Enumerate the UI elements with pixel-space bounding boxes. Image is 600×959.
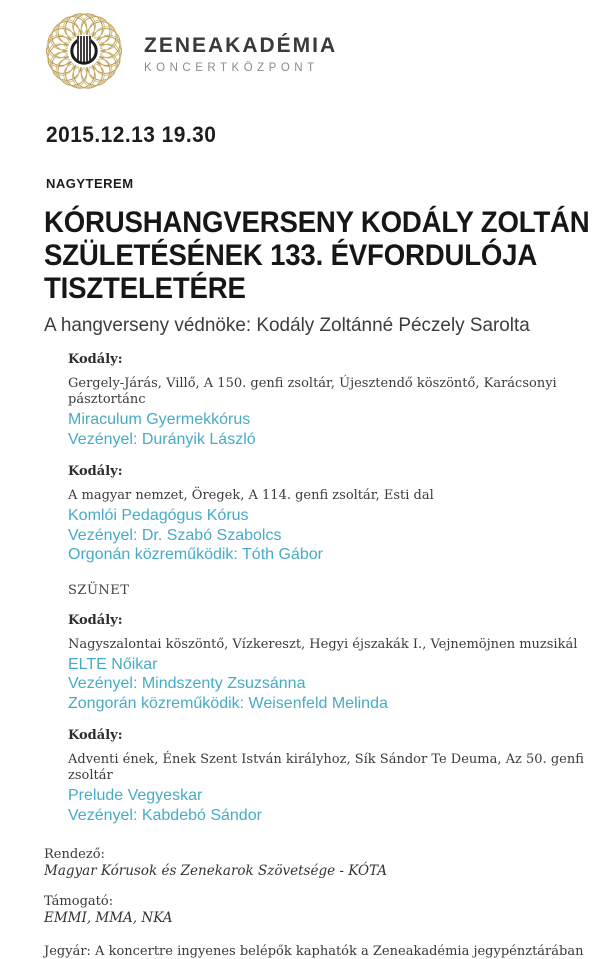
composer-heading: Kodály: [68, 464, 123, 479]
ticket-info: Jegyár: A koncertre ingyenes belépők kaphatók a Zeneakadémia jegypénztárában [44, 944, 584, 959]
brand-wordmark [144, 34, 337, 74]
program-section [68, 464, 600, 565]
intermission-label: SZÜNET [68, 582, 130, 598]
event-title-line-2: SZÜLETÉSÉNEK 133. ÉVFORDULÓJA [44, 239, 538, 272]
ensemble-link[interactable]: Komlói Pedagógus Kórus [68, 507, 249, 524]
brand-name: ZENEAKADÉMIA [144, 33, 338, 57]
works-line: Nagyszalontai köszöntő, Vízkereszt, Hegyi éjszakák I., Vejnemöjnen muzsikál [68, 636, 578, 652]
program-section [68, 352, 600, 449]
works-line: Gergely-Járás, Villő, A 150. genfi zsoltár, Újesztendő köszöntő, Karácsonyi pásztortánc [68, 376, 557, 407]
soloist-link[interactable]: Zongorán közreműködik: Weisenfeld Melinda [68, 694, 388, 712]
event-title-line-3: TISZTELETÉRE [44, 272, 246, 305]
conductor-link[interactable]: Vezényel: Kabdebó Sándor [68, 806, 262, 824]
works-line: A magyar nemzet, Öregek, A 114. genfi zsoltár, Esti dal [68, 488, 434, 503]
conductor-link[interactable]: Vezényel: Dr. Szabó Szabolcs [68, 526, 282, 544]
composer-heading: Kodály: [68, 352, 123, 367]
ensemble-link[interactable]: Prelude Vegyeskar [68, 787, 203, 804]
ensemble-link[interactable]: ELTE Nőikar [68, 655, 158, 673]
program-section [68, 728, 600, 825]
supporter-names: EMMI, MMA, NKA [44, 910, 173, 926]
organizer-label: Rendező: [44, 847, 105, 862]
event-title-line-1: KÓRUSHANGVERSENY KODÁLY ZOLTÁN [44, 206, 590, 239]
conductor-link[interactable]: Vezényel: Mindszenty Zsuzsánna [68, 675, 306, 692]
program-section [68, 613, 600, 714]
event-venue: NAGYTEREM [46, 176, 134, 191]
event-datetime: 2015.12.13 19.30 [46, 122, 217, 147]
ensemble-link[interactable]: Miraculum Gyermekkórus [68, 411, 251, 428]
event-patron: A hangverseny védnöke: Kodály Zoltánné Péczely Sarolta [44, 314, 530, 336]
composer-heading: Kodály: [68, 612, 123, 628]
conductor-link[interactable]: Vezényel: Durányik László [68, 430, 256, 448]
works-line: Adventi ének, Ének Szent István királyhoz, Sík Sándor Te Deuma, Az 50. genfi zsoltár [68, 752, 584, 783]
soloist-link[interactable]: Orgonán közreműködik: Tóth Gábor [68, 546, 323, 563]
event-title [44, 206, 596, 305]
event-footer [44, 846, 600, 959]
composer-heading: Kodály: [68, 728, 123, 743]
brand-subtitle: KONCERTKÖZPONT [144, 62, 319, 75]
zeneakademia-logo[interactable] [44, 11, 124, 96]
organizer-name: Magyar Kórusok és Zenekarok Szövetsége - KÓTA [44, 863, 388, 879]
lyre-guilloche-icon [44, 11, 124, 91]
supporter-label: Támogató: [44, 894, 114, 909]
supporter-block [44, 893, 600, 927]
program-list [68, 352, 600, 825]
site-header [0, 0, 600, 96]
organizer-block [44, 846, 600, 880]
